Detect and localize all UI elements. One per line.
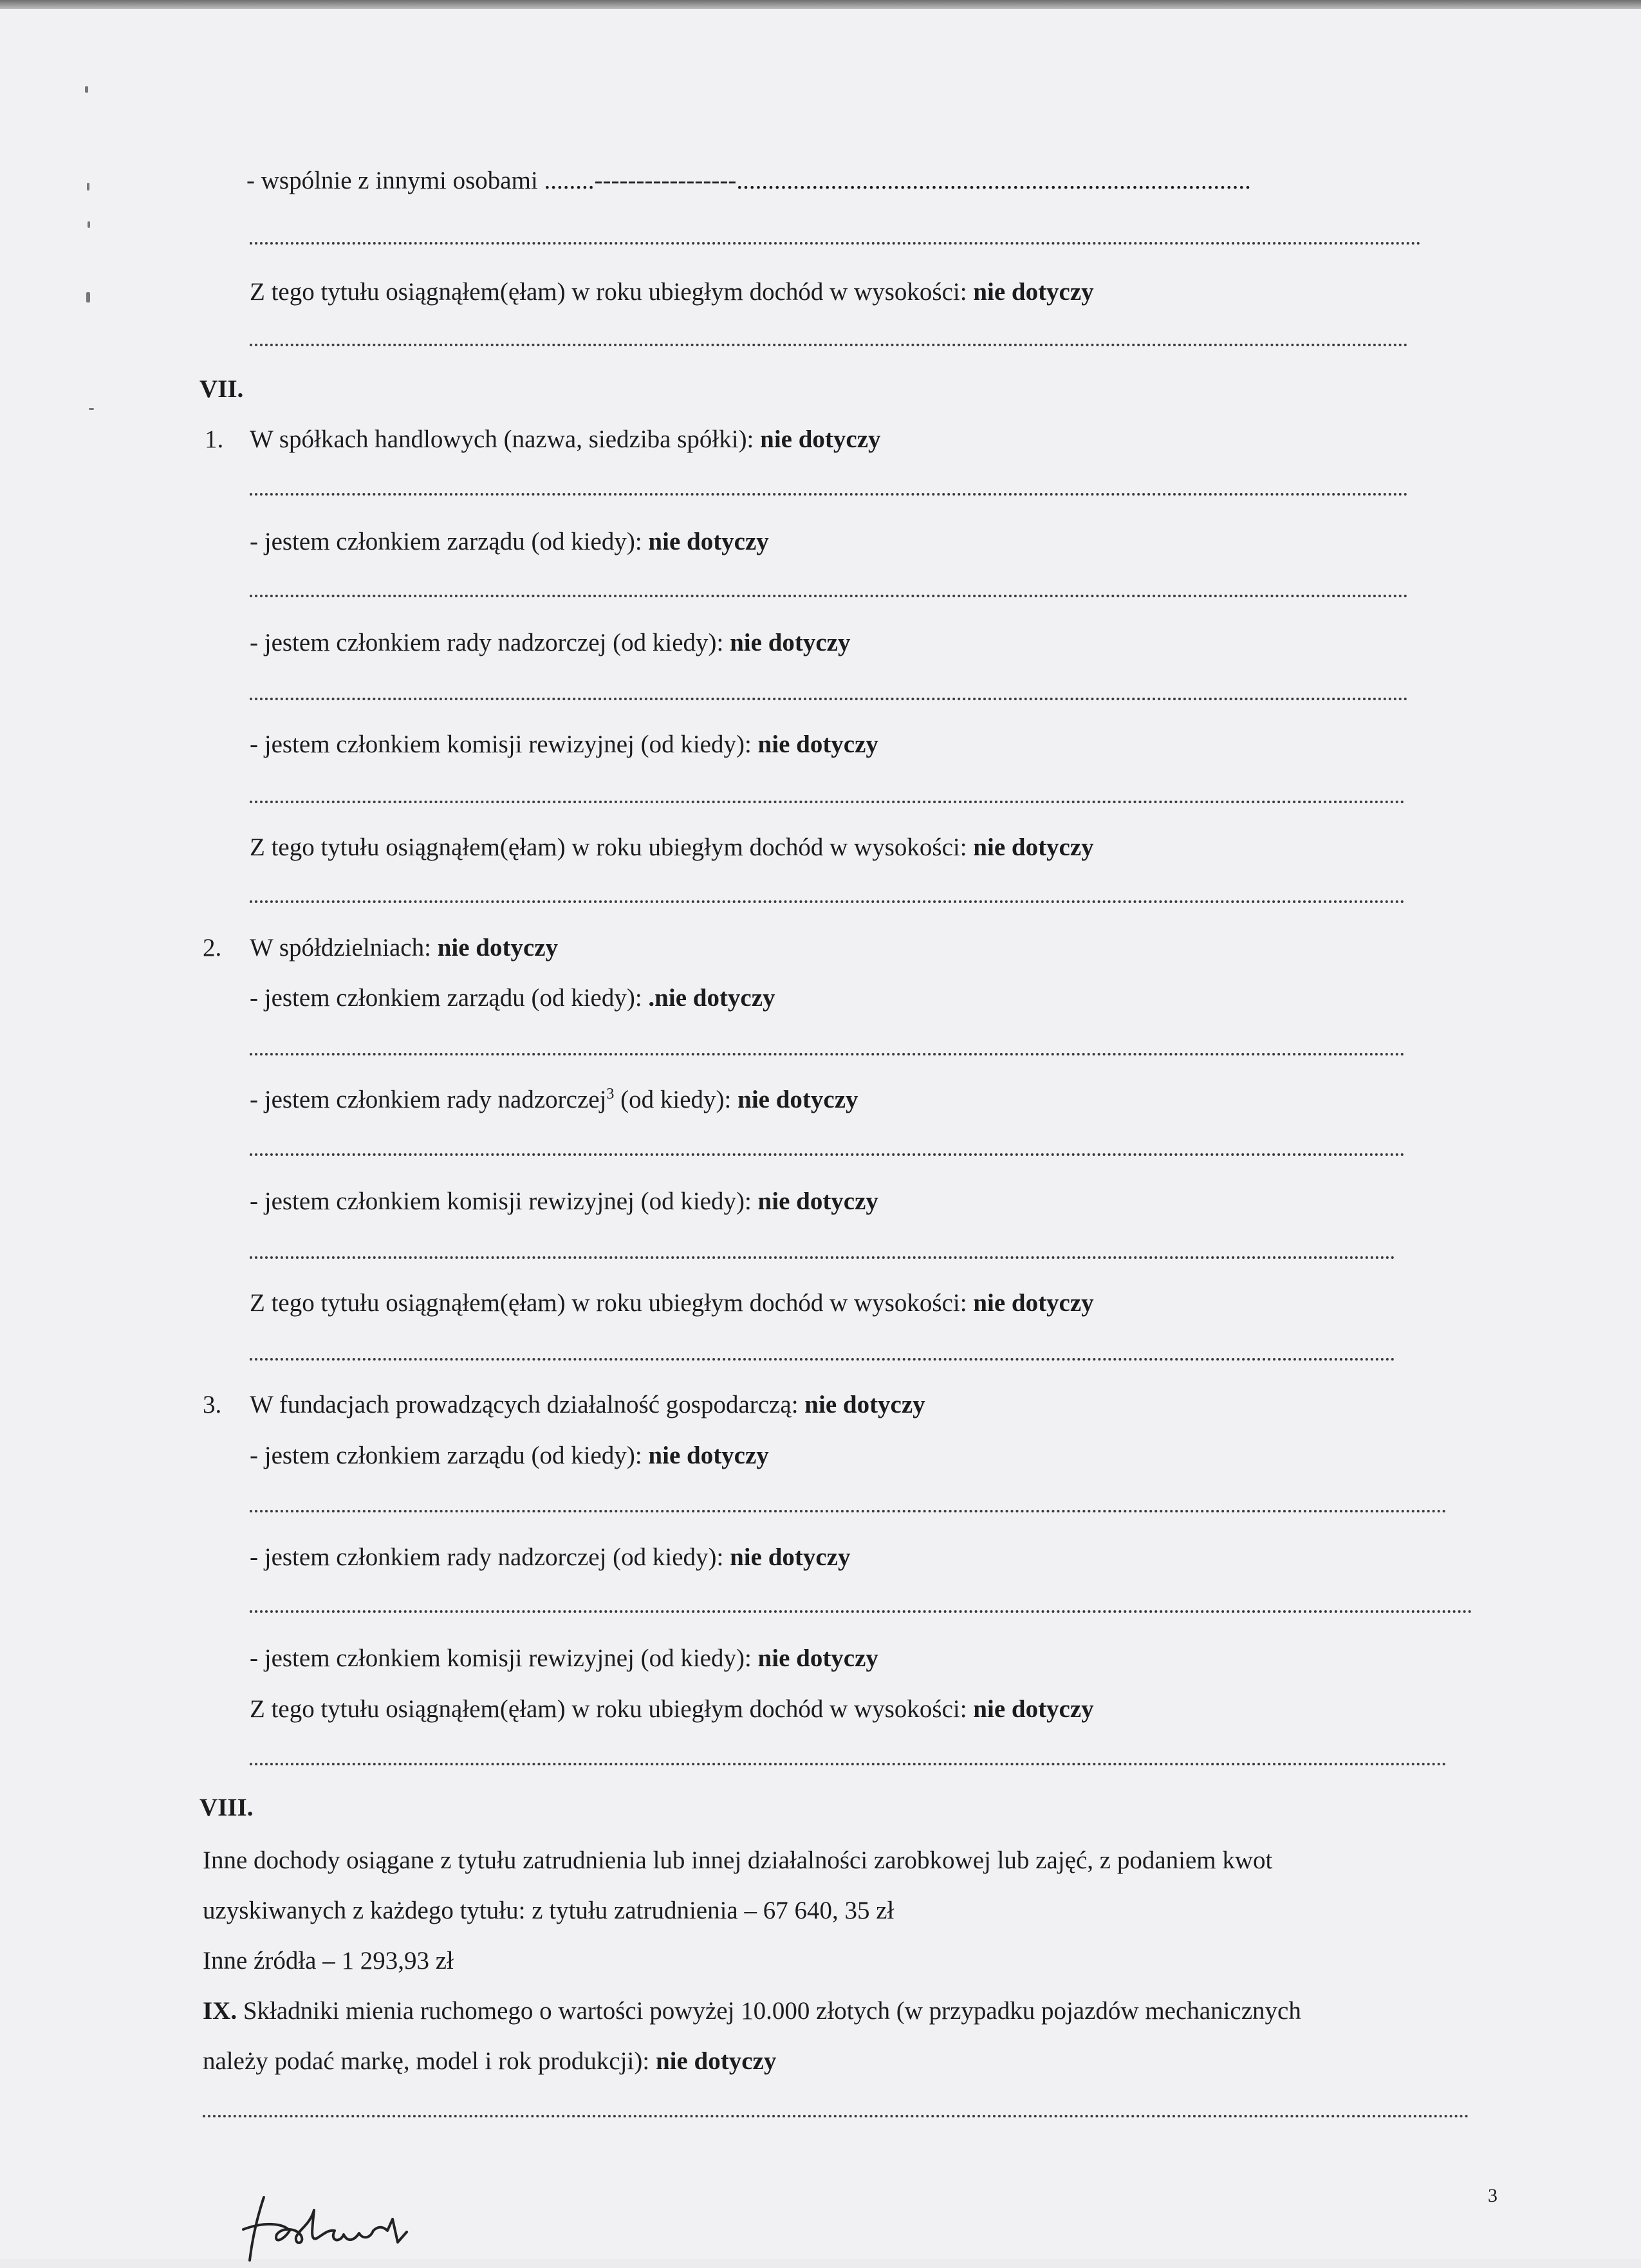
- s7-item1-rada: - jestem członkiem rady nadzorczej (od kiedy): nie dotyczy: [250, 629, 851, 656]
- scan-speck: [85, 86, 88, 93]
- s7-heading: VII.: [199, 375, 244, 403]
- s7-item3-rada: - jestem członkiem rady nadzorczej (od kiedy): nie dotyczy: [250, 1543, 851, 1571]
- s7-item2-income: Z tego tytułu osiągnąłem(ęłam) w roku ubiegłym dochód w wysokości: nie dotyczy: [250, 1289, 1094, 1317]
- dotted-fill-line: [250, 1358, 1395, 1361]
- s7-item1-komisja: - jestem członkiem komisji rewizyjnej (od kiedy): nie dotyczy: [250, 730, 878, 758]
- s7-item3-number: 3.: [203, 1391, 222, 1418]
- s6-line-wspolnie: - wspólnie z innymi osobami ........-----------------..................................................................................: [246, 167, 1251, 194]
- s9-line1: IX. Składniki mienia ruchomego o wartości powyżej 10.000 złotych (w przypadku pojazdów mechanicznych: [203, 1997, 1301, 2025]
- document-page: [0, 9, 1641, 2259]
- s7-item3-zarzad: - jestem członkiem zarządu (od kiedy): nie dotyczy: [250, 1442, 769, 1469]
- s7-item3-komisja: - jestem członkiem komisji rewizyjnej (od kiedy): nie dotyczy: [250, 1644, 878, 1672]
- s8-heading: VIII.: [199, 1794, 254, 1821]
- s7-item2-rada: - jestem członkiem rady nadzorczej$^3$ (od kiedy): nie dotyczy: [250, 1086, 858, 1113]
- dotted-fill-line: [250, 1256, 1395, 1259]
- dotted-fill-line: [250, 1763, 1447, 1765]
- dotted-fill-line: [250, 242, 1421, 245]
- s7-item2-komisja: - jestem członkiem komisji rewizyjnej (od kiedy): nie dotyczy: [250, 1187, 878, 1215]
- s7-item1-number: 1.: [205, 425, 224, 453]
- dotted-fill-line: [250, 698, 1408, 700]
- dotted-fill-line: [250, 344, 1408, 346]
- page-number: 3: [1488, 2185, 1497, 2206]
- dotted-fill-line: [250, 493, 1408, 496]
- s7-item1-income: Z tego tytułu osiągnąłem(ęłam) w roku ubiegłym dochód w wysokości: nie dotyczy: [250, 833, 1094, 861]
- s9-line2: należy podać markę, model i rok produkcji): nie dotyczy: [203, 2047, 777, 2075]
- dotted-fill-line: [250, 1510, 1447, 1512]
- s8-line3: Inne źródła – 1 293,93 zł: [203, 1947, 454, 1975]
- scan-speck: [87, 183, 89, 191]
- s7-item2-zarzad: - jestem członkiem zarządu (od kiedy): .nie dotyczy: [250, 984, 775, 1012]
- scan-speck: [86, 292, 90, 302]
- dotted-fill-line: [250, 1053, 1405, 1055]
- s7-item2-title: W spółdzielniach: nie dotyczy: [250, 934, 559, 962]
- dotted-fill-line: [250, 1153, 1405, 1156]
- scan-speck: [88, 221, 90, 228]
- dotted-fill-line: [250, 801, 1405, 803]
- s7-item1-zarzad: - jestem członkiem zarządu (od kiedy): nie dotyczy: [250, 528, 769, 555]
- dotted-fill-line: [203, 2115, 1469, 2117]
- s8-line2: uzyskiwanych z każdego tytułu: z tytułu zatrudnienia – 67 640, 35 zł: [203, 1897, 895, 1924]
- dotted-fill-line: [250, 1610, 1472, 1613]
- s6-income-line: Z tego tytułu osiągnąłem(ęłam) w roku ubiegłym dochód w wysokości: nie dotyczy: [250, 278, 1094, 306]
- dotted-fill-line: [250, 900, 1405, 903]
- s7-item1-title: W spółkach handlowych (nazwa, siedziba spółki): nie dotyczy: [250, 425, 881, 453]
- s7-item3-income: Z tego tytułu osiągnąłem(ęłam) w roku ubiegłym dochód w wysokości: nie dotyczy: [250, 1695, 1094, 1723]
- s7-item2-number: 2.: [203, 934, 222, 962]
- s8-line1: Inne dochody osiągane z tytułu zatrudnienia lub innej działalności zarobkowej lub zajęć, z podaniem kwot: [203, 1846, 1273, 1874]
- dotted-fill-line: [250, 595, 1408, 597]
- scan-speck: [89, 408, 94, 410]
- scan-edge: [0, 0, 1641, 9]
- handwritten-signature: [238, 2184, 457, 2268]
- s7-item3-title: W fundacjach prowadzących działalność gospodarczą: nie dotyczy: [250, 1391, 925, 1418]
